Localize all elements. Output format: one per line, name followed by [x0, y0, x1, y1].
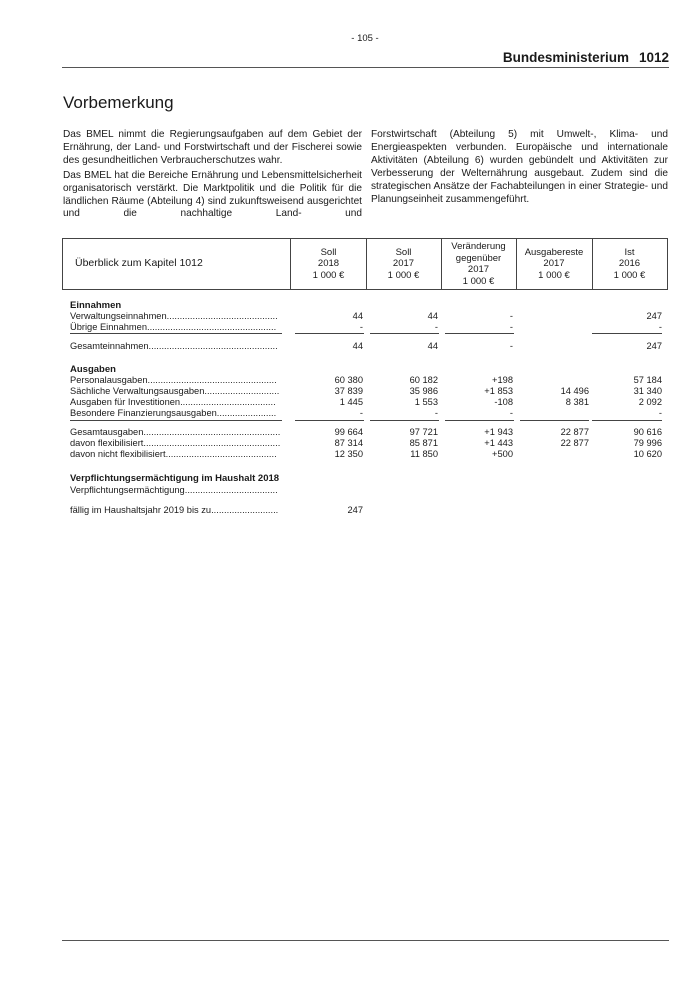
col-header-ist-2016: Ist 2016 1 000 €: [613, 246, 646, 281]
header-rule: [62, 67, 669, 68]
table-row: Verwaltungseinnahmen........................................... 44 44 - 247: [70, 311, 662, 321]
table-row: Personalausgaben.................................................. 60 380 60 182 +198 57 184: [70, 375, 662, 385]
table-row: Verpflichtungsermächtigung....................................: [70, 485, 278, 495]
sum-rule: [370, 333, 439, 334]
sum-rule: [295, 333, 364, 334]
table-row: Ausgaben für Investitionen..................................... 1 445 1 553 -108 8 381 2 092: [70, 397, 662, 407]
footer-rule: [62, 940, 669, 941]
table-row: davon nicht flexibilisiert........................................... 12 350 11 850 +500 10 620: [70, 449, 662, 459]
table-row: fällig im Haushaltsjahr 2019 bis zu.......................... 247: [70, 505, 363, 515]
table-row: Sächliche Verwaltungsausgaben............................. 37 839 35 986 +1 853 14 496 31 340: [70, 386, 662, 396]
intro-right-column: [371, 129, 668, 208]
sum-rule: [295, 420, 364, 421]
intro-left-column: [63, 129, 362, 223]
section-einnahmen: Einnahmen: [70, 300, 122, 311]
table-row: Übrige Einnahmen.................................................. - - - -: [70, 322, 662, 332]
intro-paragraph-3: Forstwirtschaft (Abteilung 5) mit Umwelt-, Klima- und Energieaspekten verbunden. Europäische und internationale Aktivitäten (Abteilung 6) wurden gebündelt und Aktivitäten zur Verbesserung der Welternährung ausgebaut. Zudem sind die strategischen Ansätze der Fachabteilungen in einer Strategie- und Planungseinheit zusammengeführt.: [371, 129, 668, 205]
sum-rule: [370, 420, 439, 421]
running-head-code: 1012: [638, 50, 669, 65]
table-row: Besondere Finanzierungsausgaben....................... - - - -: [70, 408, 662, 418]
col-header-ausgabereste: Ausgabereste 2017 1 000 €: [516, 239, 593, 289]
col-header-soll-2017: Soll 2017 1 000 €: [366, 239, 442, 289]
table-row-total: Gesamteinnahmen.................................................. 44 44 - 247: [70, 341, 662, 351]
intro-paragraph-2: Das BMEL hat die Bereiche Ernährung und Lebensmittelsicherheit organisatorisch verstärkt. Die Marktpolitik und die Politik für die ländlichen Räume (Abteilung 4) sind zukunftsweisend ausgerichtet und die nachhaltige Land- und: [63, 169, 362, 220]
running-head-ministry: Bundesministerium: [502, 50, 629, 65]
table-caption: Überblick zum Kapitel 1012: [63, 239, 291, 289]
table-row-total: Gesamtausgaben..................................................... 99 664 97 721 +1 943 22 877 90 616: [70, 427, 662, 437]
section-verpflichtungsermaechtigung: Verpflichtungsermächtigung im Haushalt 2018: [70, 473, 280, 484]
sum-rule: [592, 333, 662, 334]
col-header-veraenderung: Veränderung gegenüber 2017 1 000 €: [441, 239, 517, 289]
section-ausgaben: Ausgaben: [70, 364, 116, 375]
sum-rule: [445, 420, 514, 421]
sum-rule: [592, 420, 662, 421]
sum-rule: [70, 333, 282, 334]
running-head: [503, 50, 669, 65]
sum-rule: [520, 420, 589, 421]
table-row: davon flexibilisiert..................................................... 87 314 85 871 +1 443 22 877 79 996: [70, 438, 662, 448]
sum-rule: [70, 420, 282, 421]
page-number: - 105 -: [351, 33, 379, 44]
col-header-soll-2018: Soll 2018 1 000 €: [291, 239, 367, 289]
page-title: Vorbemerkung: [63, 93, 174, 112]
intro-paragraph-1: Das BMEL nimmt die Regierungsaufgaben auf dem Gebiet der Ernährung, der Land- und Forstwirtschaft und der Fischerei sowie des gesundheitlichen Verbraucherschutzes wahr.: [63, 129, 362, 166]
table-header: [62, 238, 668, 290]
sum-rule: [445, 333, 514, 334]
